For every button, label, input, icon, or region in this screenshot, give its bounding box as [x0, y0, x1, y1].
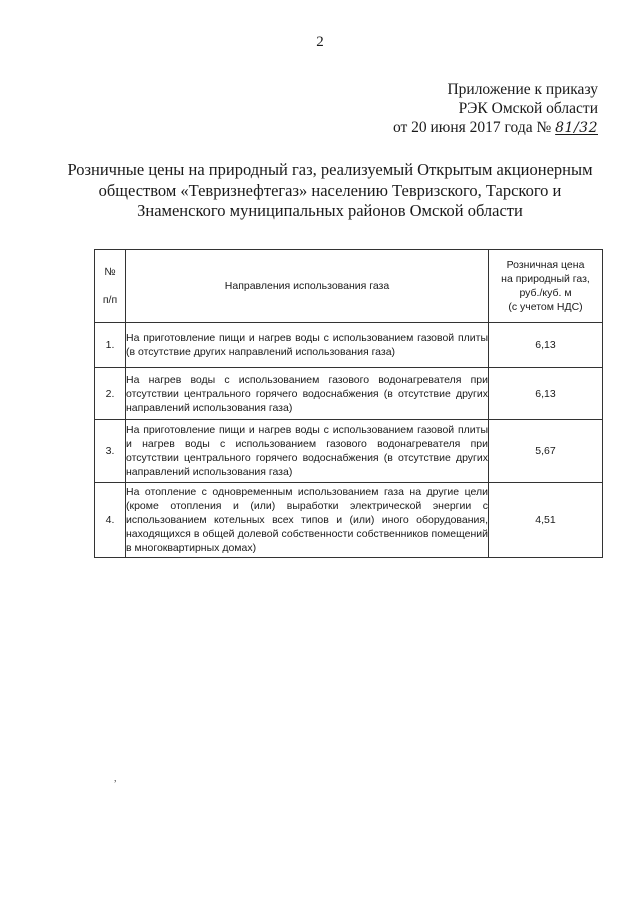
header-price-line-2: на природный газ, [501, 273, 590, 285]
row-price: 6,13 [489, 323, 603, 368]
header-price-line-3: руб./куб. м [519, 287, 572, 299]
page-number: 2 [316, 34, 324, 50]
table-row [95, 483, 603, 558]
table-row [95, 368, 603, 420]
row-number: 1. [95, 323, 126, 368]
header-price-line-1: Розничная цена [506, 259, 585, 271]
row-direction: На отопление с одновременным использованием газа на другие цели (кроме отопления и (или) выработки электрической энергии с использованием котельных всех типов и (или) иного оборудования, находящихся в общей долевой собственности собственников помещений в многоквартирных домах) [126, 483, 489, 558]
order-number-handwritten: 81/32 [555, 120, 598, 136]
document-title: Розничные цены на природный газ, реализуемый Открытым акционерным обществом «Тевризнефтегаз» населению Тевризского, Тарского и Знаменского муниципальных районов Омской области [67, 160, 593, 220]
row-number: 4. [95, 483, 126, 558]
scan-mark: , [114, 773, 117, 784]
table-header-row [95, 250, 603, 323]
header-direction: Направления использования газа [126, 250, 489, 323]
table-row [95, 420, 603, 483]
row-direction: На нагрев воды с использованием газового водонагревателя при отсутствии центрального горячего водоснабжения (в отсутствие других направлений использования газа) [126, 368, 489, 420]
header-number-sign: № [104, 266, 116, 278]
row-price: 6,13 [489, 368, 603, 420]
row-direction: На приготовление пищи и нагрев воды с использованием газовой плиты (в отсутствие других направлений использования газа) [126, 323, 489, 368]
header-number-pp: п/п [102, 294, 118, 306]
header-number [95, 250, 126, 323]
table-row [95, 323, 603, 368]
row-price: 5,67 [489, 420, 603, 483]
appendix-date: от 20 июня 2017 года № [392, 119, 552, 136]
header-price-line-4: (с учетом НДС) [508, 301, 583, 313]
appendix-line-1: Приложение к приказу [447, 81, 598, 98]
header-price [489, 250, 603, 323]
appendix-line-3 [393, 118, 598, 138]
appendix-line-2: РЭК Омской области [458, 100, 598, 117]
row-direction: На приготовление пищи и нагрев воды с использованием газовой плиты и нагрев воды с использованием газового водонагревателя при отсутствии центрального горячего водоснабжения (в отсутствие других направлений использования газа) [126, 420, 489, 483]
appendix-header [393, 80, 598, 138]
row-number: 3. [95, 420, 126, 483]
row-number: 2. [95, 368, 126, 420]
row-price: 4,51 [489, 483, 603, 558]
price-table [94, 249, 603, 558]
